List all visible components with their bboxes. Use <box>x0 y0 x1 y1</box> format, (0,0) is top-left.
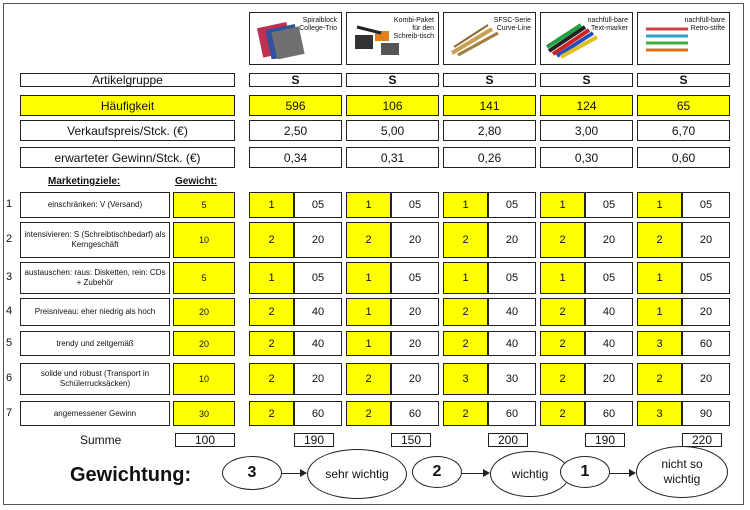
goal-rating: 2 <box>540 222 585 258</box>
cell-verkaufspreis: 3,00 <box>540 120 633 141</box>
goal-rating: 2 <box>637 363 682 395</box>
row-label-artikelgruppe: Artikelgruppe <box>20 73 235 87</box>
product-label: nachfüll-bare Retro-stifte <box>684 17 725 32</box>
cell-gewinn: 0,34 <box>249 147 342 168</box>
goal-rating: 1 <box>443 262 488 294</box>
row-number: 2 <box>6 233 13 245</box>
goal-points: 40 <box>488 331 536 356</box>
goal-points: 20 <box>682 298 730 326</box>
goal-rating: 2 <box>249 298 294 326</box>
goal-points: 05 <box>391 262 439 294</box>
goal-rating: 1 <box>443 192 488 218</box>
arrow-icon <box>462 473 488 474</box>
summe-total: 150 <box>391 433 431 447</box>
goal-points: 05 <box>488 192 536 218</box>
goal-rating: 2 <box>443 222 488 258</box>
goal-description: trendy und zeitgemäß <box>20 331 170 356</box>
goal-points: 40 <box>294 298 342 326</box>
cell-gewinn: 0,60 <box>637 147 730 168</box>
goal-rating: 1 <box>637 298 682 326</box>
goal-rating: 1 <box>249 192 294 218</box>
goal-points: 20 <box>391 298 439 326</box>
cell-gewinn: 0,26 <box>443 147 536 168</box>
weight-level-number: 3 <box>222 456 282 490</box>
goal-points: 60 <box>682 331 730 356</box>
goal-rating: 2 <box>346 363 391 395</box>
cell-artikelgruppe: S <box>443 73 536 87</box>
goal-points: 20 <box>682 363 730 395</box>
goal-points: 20 <box>682 222 730 258</box>
goal-rating: 1 <box>249 262 294 294</box>
weight-level-text: nicht so wichtig <box>636 446 728 498</box>
goal-weight: 10 <box>173 222 235 258</box>
weight-level-text: sehr wichtig <box>307 449 407 499</box>
row-number: 5 <box>6 336 13 349</box>
goal-points: 20 <box>585 363 633 395</box>
goal-rating: 2 <box>443 298 488 326</box>
goal-points: 20 <box>294 222 342 258</box>
goal-points: 05 <box>488 262 536 294</box>
goal-rating: 2 <box>540 331 585 356</box>
cell-haeufigkeit: 106 <box>346 95 439 116</box>
cell-haeufigkeit: 596 <box>249 95 342 116</box>
goal-points: 60 <box>585 401 633 426</box>
cell-verkaufspreis: 2,50 <box>249 120 342 141</box>
goal-points: 20 <box>391 363 439 395</box>
goal-rating: 1 <box>540 192 585 218</box>
goal-weight: 10 <box>173 363 235 395</box>
goal-points: 40 <box>294 331 342 356</box>
row-number: 4 <box>6 305 13 317</box>
goal-points: 20 <box>488 222 536 258</box>
goal-rating: 2 <box>346 401 391 426</box>
row-label-haeufigkeit: Häufigkeit <box>20 95 235 116</box>
goal-rating: 2 <box>249 331 294 356</box>
cell-gewinn: 0,31 <box>346 147 439 168</box>
summe-total: 220 <box>682 433 722 447</box>
goal-rating: 3 <box>637 331 682 356</box>
cell-verkaufspreis: 5,00 <box>346 120 439 141</box>
goal-points: 05 <box>585 192 633 218</box>
product-label: SFSC-Serie Curve-Line <box>493 17 531 32</box>
goal-points: 60 <box>488 401 536 426</box>
row-number: 6 <box>6 372 13 384</box>
goal-rating: 2 <box>637 222 682 258</box>
goal-rating: 1 <box>637 262 682 294</box>
cell-verkaufspreis: 2,80 <box>443 120 536 141</box>
goal-rating: 2 <box>540 298 585 326</box>
goal-rating: 2 <box>346 222 391 258</box>
product-header <box>540 12 633 65</box>
product-header <box>443 12 536 65</box>
weight-level-number: 2 <box>412 456 462 488</box>
product-header <box>249 12 342 65</box>
goal-points: 05 <box>294 192 342 218</box>
goal-points: 05 <box>585 262 633 294</box>
goal-rating: 2 <box>249 222 294 258</box>
arrow-icon <box>610 473 634 474</box>
goal-rating: 2 <box>443 401 488 426</box>
goal-points: 40 <box>585 331 633 356</box>
weight-level-text: wichtig <box>490 451 570 497</box>
goal-rating: 1 <box>540 262 585 294</box>
product-label: nachfüll-bare Text-marker <box>587 17 628 32</box>
cell-haeufigkeit: 124 <box>540 95 633 116</box>
row-number: 3 <box>6 271 13 283</box>
product-header <box>346 12 439 65</box>
summe-total: 200 <box>488 433 528 447</box>
goal-rating: 2 <box>540 401 585 426</box>
goal-points: 30 <box>488 363 536 395</box>
cell-artikelgruppe: S <box>637 73 730 87</box>
goal-weight: 20 <box>173 331 235 356</box>
cell-haeufigkeit: 65 <box>637 95 730 116</box>
goal-points: 40 <box>488 298 536 326</box>
goal-weight: 5 <box>173 262 235 294</box>
goal-rating: 2 <box>249 401 294 426</box>
goal-points: 20 <box>391 331 439 356</box>
goal-rating: 1 <box>346 192 391 218</box>
goal-rating: 3 <box>637 401 682 426</box>
cell-artikelgruppe: S <box>540 73 633 87</box>
row-label-verkaufspreis: Verkaufspreis/Stck. (€) <box>20 120 235 141</box>
goal-description: angemessener Gewinn <box>20 401 170 426</box>
goal-rating: 3 <box>443 363 488 395</box>
row-number: 7 <box>6 406 13 419</box>
header-gewicht: Gewicht: <box>175 176 218 187</box>
row-label-gewinn: erwarteter Gewinn/Stck. (€) <box>20 147 235 168</box>
goal-description: intensivieren: S (Schreibtischbedarf) als Kerngeschäft <box>20 222 170 258</box>
summe-total: 190 <box>585 433 625 447</box>
product-label: Kombi-Paket für den Schreib-tisch <box>393 17 434 40</box>
cell-artikelgruppe: S <box>346 73 439 87</box>
goal-points: 05 <box>682 262 730 294</box>
cell-verkaufspreis: 6,70 <box>637 120 730 141</box>
goal-description: Preisniveau: eher niedrig als hoch <box>20 298 170 326</box>
goal-points: 40 <box>585 298 633 326</box>
goal-points: 20 <box>391 222 439 258</box>
header-marketingziele: Marketingziele: <box>48 176 121 187</box>
goal-rating: 2 <box>443 331 488 356</box>
goal-rating: 2 <box>540 363 585 395</box>
summe-label: Summe <box>80 433 122 447</box>
summe-total: 190 <box>294 433 334 447</box>
goal-points: 60 <box>294 401 342 426</box>
goal-rating: 1 <box>346 331 391 356</box>
cell-artikelgruppe: S <box>249 73 342 87</box>
goal-description: solide und robust (Transport in Schülerrucksäcken) <box>20 363 170 395</box>
gewichtung-label: Gewichtung: <box>70 464 192 486</box>
cell-gewinn: 0,30 <box>540 147 633 168</box>
goal-description: einschränken: V (Versand) <box>20 192 170 218</box>
goal-points: 60 <box>391 401 439 426</box>
row-number: 1 <box>6 198 13 210</box>
goal-weight: 20 <box>173 298 235 326</box>
goal-points: 05 <box>682 192 730 218</box>
goal-description: austauschen: raus: Disketten, rein: CDs + Zubehör <box>20 262 170 294</box>
goal-weight: 5 <box>173 192 235 218</box>
goal-points: 05 <box>391 192 439 218</box>
product-header <box>637 12 730 65</box>
goal-points: 20 <box>585 222 633 258</box>
goal-points: 20 <box>294 363 342 395</box>
goal-weight: 30 <box>173 401 235 426</box>
product-label: Spiralblock College-Trio <box>299 17 337 32</box>
goal-rating: 1 <box>346 298 391 326</box>
goal-points: 90 <box>682 401 730 426</box>
weight-level-number: 1 <box>560 456 610 488</box>
goal-rating: 1 <box>346 262 391 294</box>
goal-rating: 2 <box>249 363 294 395</box>
goal-rating: 1 <box>637 192 682 218</box>
goal-points: 05 <box>294 262 342 294</box>
summe-weight-total: 100 <box>175 433 235 447</box>
arrow-icon <box>282 473 305 474</box>
cell-haeufigkeit: 141 <box>443 95 536 116</box>
